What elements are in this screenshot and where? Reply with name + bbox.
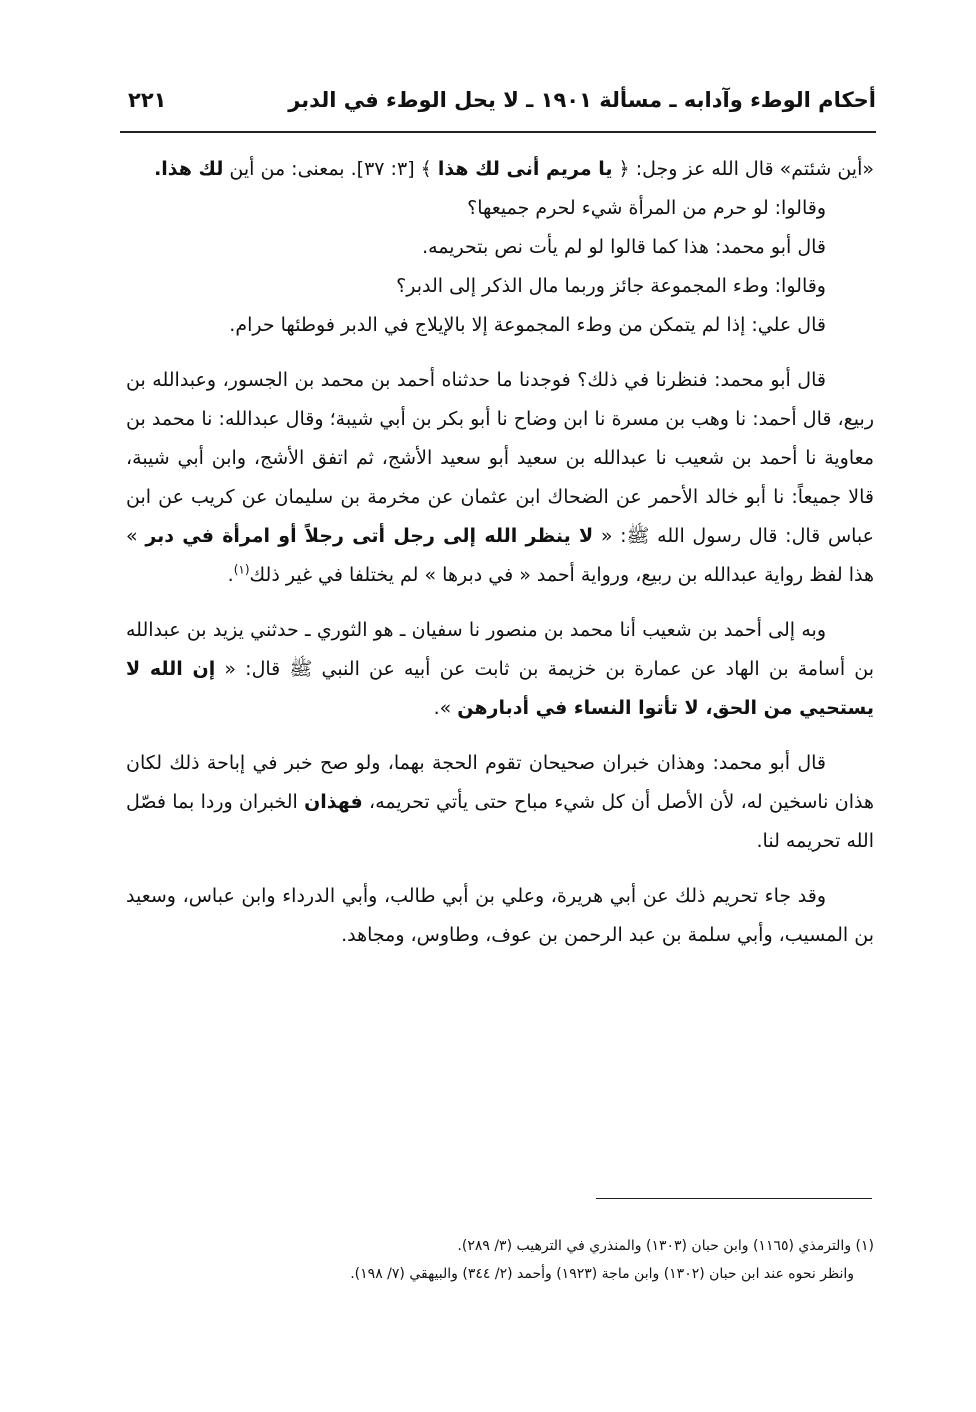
p7-text-a: وبه إلى أحمد بن شعيب أنا محمد بن منصور نا سفيان ـ هو الثوري ـ حدثني يزيد بن عبدالله بن أسامة بن الهاد عن عمارة بن خزيمة بن ثابت عن أبيه عن النبي ﷺ قال: « [126, 619, 874, 680]
paragraph-1 [126, 150, 874, 189]
p6-text-d: . [227, 564, 234, 586]
footnote-1: (١) والترمذي (١١٦٥) وابن حبان (١٣٠٣) والمنذري في الترهيب (٣/ ٢٨٩). [457, 1238, 874, 1254]
page-number: ٢٢١ [128, 88, 167, 112]
p1-text-c: ﴾ [٣: ٣٧]. بمعنى: من أين [223, 158, 438, 180]
p6-hadith-quote: لا ينظر الله إلى رجل أتى رجلاً أو امرأة في دبر [145, 525, 594, 547]
p1-text-d: لك هذا. [154, 158, 224, 180]
p1-text-a: «أين شئتم» قال الله عز وجل: ﴿ [612, 158, 874, 180]
paragraph-6 [126, 361, 874, 595]
paragraph-8 [126, 744, 874, 861]
footnote-ref: (١) [233, 562, 250, 577]
footnotes [126, 1232, 874, 1288]
page-header [118, 78, 876, 120]
p6-text-a: قال أبو محمد: فنظرنا في ذلك؟ فوجدنا ما حدثناه أحمد بن محمد بن الجسور، وعبدالله بن ربيع، قال أحمد: نا وهب بن مسرة نا ابن وضاح نا أبو بكر بن أبي شيبة؛ وقال عبدالله: نا محمد بن معاوية نا أحمد بن شعيب نا عبدالله بن سعيد أبو سعيد الأشج، ثم اتفق الأشج، وابن أبي شيبة، قالا جميعاً: نا أبو خالد الأحمر عن الضحاك ابن عثمان عن مخرمة بن سليمان عن كريب عن ابن عباس قال: قال رسول الله ﷺ: « [126, 369, 874, 547]
footnote-rule [596, 1198, 872, 1199]
paragraph-2: وقالوا: لو حرم من المرأة شيء لحرم جميعها؟ [467, 197, 826, 219]
p7-text-c: ». [433, 697, 458, 719]
footnote-2: وانظر نحوه عند ابن حبان (١٣٠٢) وابن ماجة (١٩٢٣) وأحمد (٢/ ٣٤٤) والبيهقي (٧/ ١٩٨). [350, 1266, 854, 1282]
running-head: أحكام الوطء وآدابه ـ مسألة ١٩٠١ ـ لا يحل الوطء في الدبر [288, 88, 876, 112]
p8-text-c: الخبران وردا بما فصّل الله تحريمه لنا. [126, 791, 874, 852]
p8-text-b: فهذان [304, 791, 363, 813]
p6-text-c: » هذا لفظ رواية عبدالله بن ربيع، ورواية أحمد « في دبرها » لم يختلفا في غير ذلك [126, 525, 874, 586]
body-text [126, 150, 874, 955]
paragraph-3: قال أبو محمد: هذا كما قالوا لو لم يأت نص بتحريمه. [422, 236, 826, 258]
paragraph-4: وقالوا: وطء المجموعة جائز وربما مال الذكر إلى الدبر؟ [396, 275, 826, 297]
p7-hadith-quote: إن الله لا يستحيي من الحق، لا تأتوا النساء في أدبارهن [126, 658, 874, 719]
paragraph-9: وقد جاء تحريم ذلك عن أبي هريرة، وعلي بن أبي طالب، وأبي الدرداء وابن عباس، وسعيد بن المسيب، وأبي سلمة بن عبد الرحمن بن عوف، وطاوس، ومجاهد. [126, 885, 874, 946]
paragraph-7 [126, 611, 874, 728]
paragraph-5: قال علي: إذا لم يتمكن من وطء المجموعة إلا بالإيلاج في الدبر فوطئها حرام. [229, 314, 826, 336]
header-rule [120, 131, 876, 133]
p8-text-a: قال أبو محمد: وهذان خبران صحيحان تقوم الحجة بهما، ولو صح خبر في إباحة ذلك لكان هذان ناسخين له، لأن الأصل أن كل شيء مباح حتى يأتي تحريمه، [126, 752, 874, 813]
p1-quran-quote: يا مريم أنى لك هذا [437, 158, 613, 180]
